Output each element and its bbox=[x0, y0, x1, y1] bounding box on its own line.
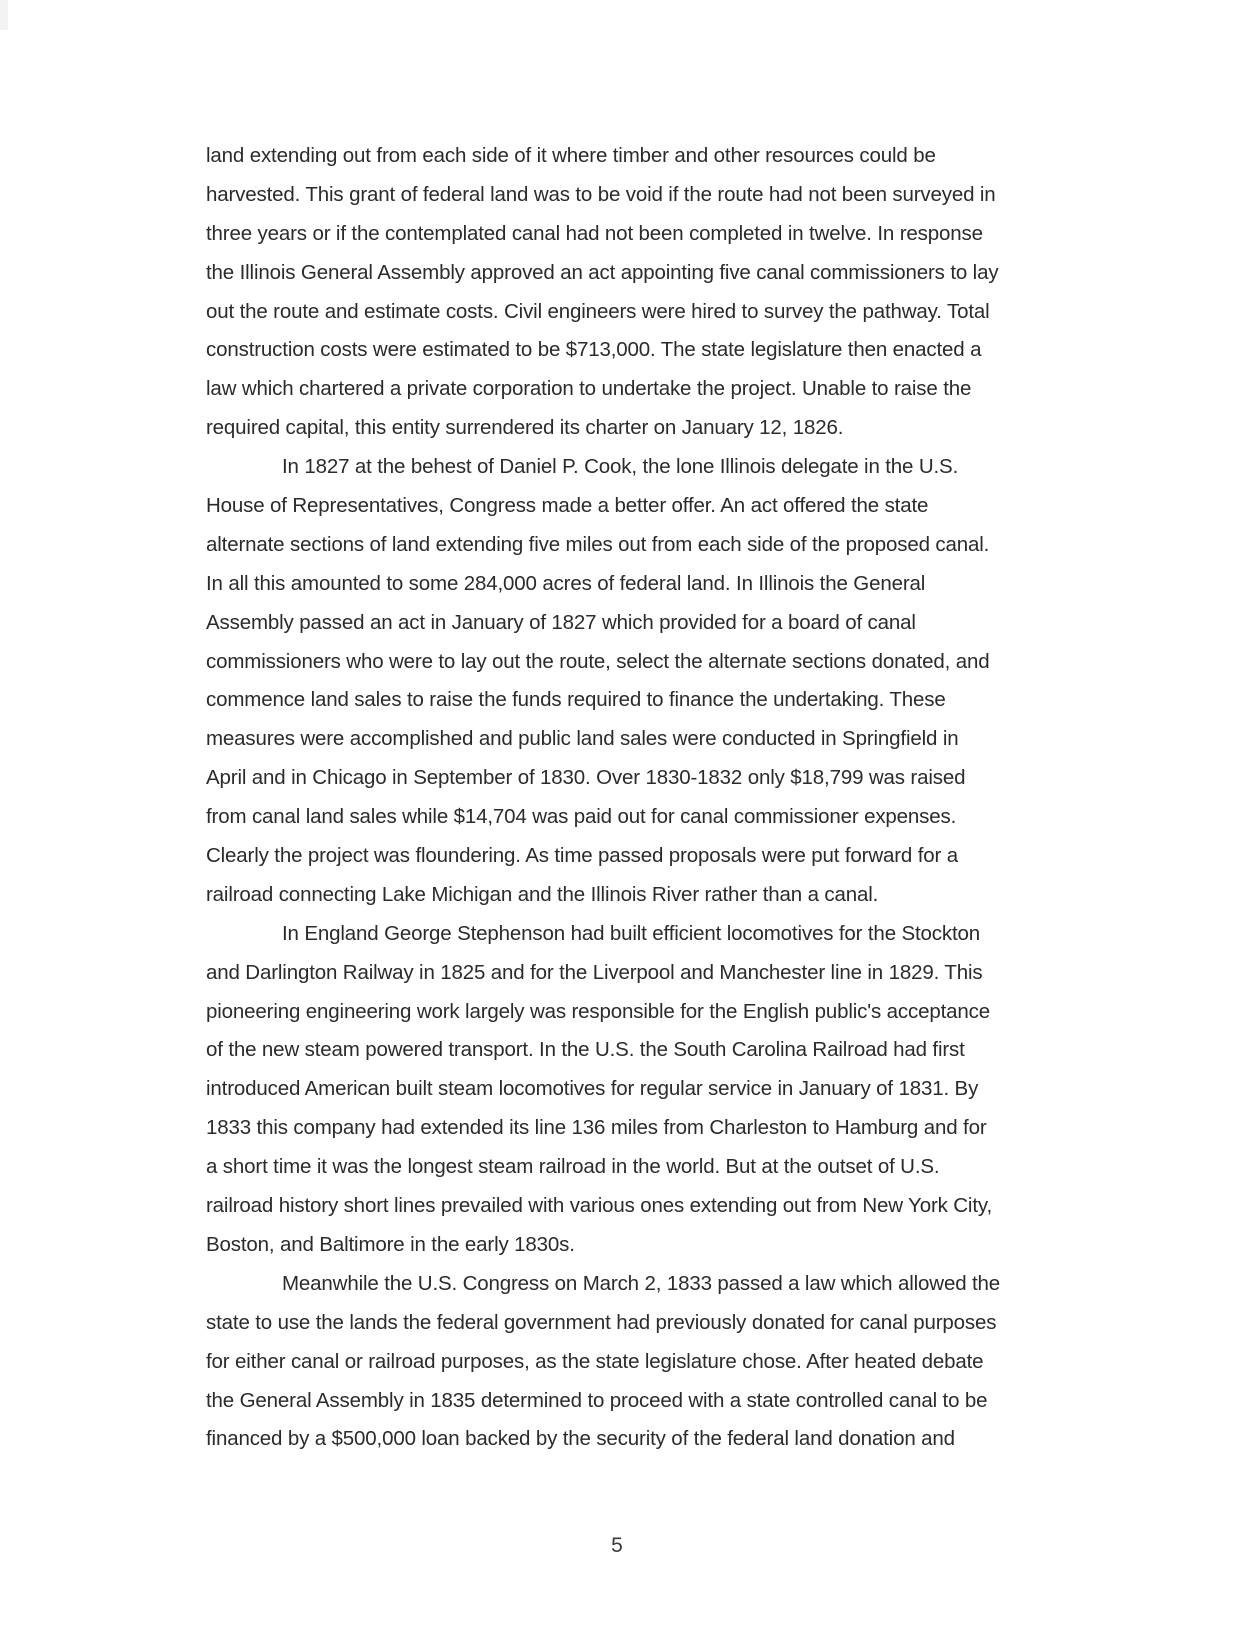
text-line: commence land sales to raise the funds required to finance the undertaking. These bbox=[206, 688, 946, 712]
text-line: and Darlington Railway in 1825 and for the Liverpool and Manchester line in 1829. This bbox=[206, 960, 983, 984]
text-line: railroad history short lines prevailed with various ones extending out from New York City, bbox=[206, 1194, 993, 1218]
text-line: three years or if the contemplated canal had not been completed in twelve. In response bbox=[206, 221, 983, 245]
text-line: Clearly the project was floundering. As time passed proposals were put forward for a bbox=[206, 844, 958, 868]
text-line: land extending out from each side of it where timber and other resources could be bbox=[206, 144, 936, 167]
text-line: a short time it was the longest steam railroad in the world. But at the outset of U.S. bbox=[206, 1155, 940, 1179]
text-line: the Illinois General Assembly approved an act appointing five canal commissioners to lay bbox=[206, 260, 999, 284]
text-line: from canal land sales while $14,704 was paid out for canal commissioner expenses. bbox=[206, 805, 957, 829]
text-line: Assembly passed an act in January of 1827 which provided for a board of canal bbox=[206, 610, 916, 634]
text-line: April and in Chicago in September of 1830. Over 1830-1832 only $18,799 was raised bbox=[206, 766, 966, 790]
paragraph-first-line: Meanwhile the U.S. Congress on March 2, 1833 passed a law which allowed the bbox=[282, 1271, 1001, 1295]
text-line: Boston, and Baltimore in the early 1830s. bbox=[206, 1232, 575, 1256]
text-line: for either canal or railroad purposes, as the state legislature chose. After heated debate bbox=[206, 1349, 984, 1373]
page-number: 5 bbox=[611, 1534, 623, 1557]
text-line: House of Representatives, Congress made a better offer. An act offered the state bbox=[206, 494, 929, 518]
text-line: pioneering engineering work largely was responsible for the English public's acceptance bbox=[206, 999, 990, 1023]
text-line: harvested. This grant of federal land was to be void if the route had not been surveyed in bbox=[206, 182, 996, 206]
text-line: introduced American built steam locomotives for regular service in January of 1831. By bbox=[206, 1077, 979, 1101]
scan-edge-mark bbox=[0, 0, 8, 30]
text-line: required capital, this entity surrendered its charter on January 12, 1826. bbox=[206, 416, 844, 440]
text-line: commissioners who were to lay out the route, select the alternate sections donated, and bbox=[206, 649, 990, 673]
text-line: measures were accomplished and public land sales were conducted in Springfield in bbox=[206, 727, 959, 751]
text-line: law which chartered a private corporation to undertake the project. Unable to raise the bbox=[206, 377, 972, 401]
text-line: the General Assembly in 1835 determined to proceed with a state controlled canal to be bbox=[206, 1388, 988, 1412]
text-line: of the new steam powered transport. In the U.S. the South Carolina Railroad had first bbox=[206, 1038, 965, 1062]
text-line: alternate sections of land extending five miles out from each side of the proposed canal. bbox=[206, 532, 990, 556]
paragraph-first-line: In 1827 at the behest of Daniel P. Cook, the lone Illinois delegate in the U.S. bbox=[282, 455, 959, 479]
text-line: financed by a $500,000 loan backed by the security of the federal land donation and bbox=[206, 1427, 955, 1451]
text-line: In all this amounted to some 284,000 acres of federal land. In Illinois the General bbox=[206, 571, 926, 595]
text-line: railroad connecting Lake Michigan and the Illinois River rather than a canal. bbox=[206, 882, 879, 906]
paragraph-first-line: In England George Stephenson had built efficient locomotives for the Stockton bbox=[282, 921, 981, 945]
text-line: out the route and estimate costs. Civil engineers were hired to survey the pathway. Total bbox=[206, 299, 990, 323]
text-line: state to use the lands the federal government had previously donated for canal purposes bbox=[206, 1310, 997, 1334]
body-text bbox=[206, 137, 1086, 1459]
text-line: 1833 this company had extended its line 136 miles from Charleston to Hamburg and for bbox=[206, 1116, 987, 1140]
text-line: construction costs were estimated to be $713,000. The state legislature then enacted a bbox=[206, 338, 982, 362]
